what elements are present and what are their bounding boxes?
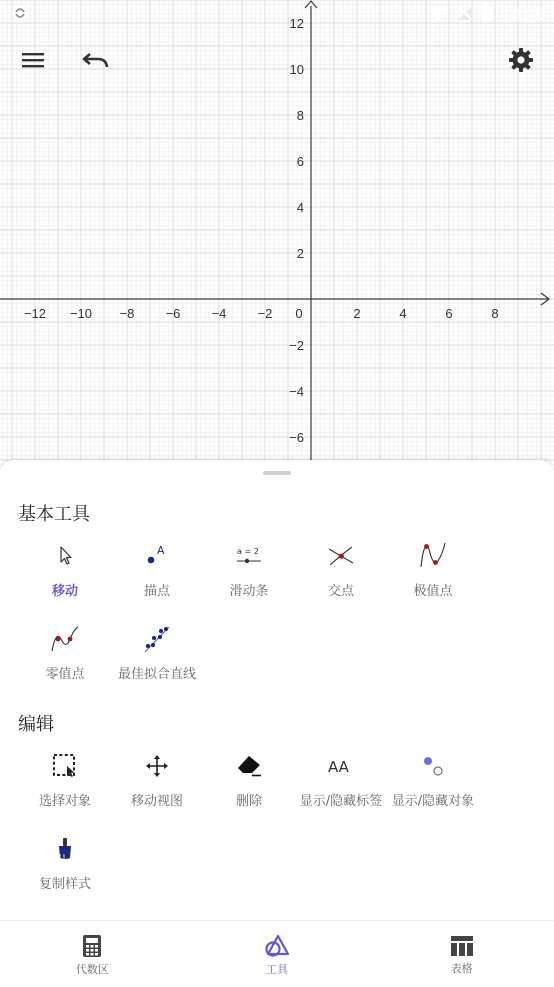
nav-label: 表格 (450, 961, 473, 975)
x-tick-label: −12 (23, 306, 47, 321)
tool-point[interactable] (111, 538, 203, 599)
tool-label: 滑动条 (229, 584, 269, 599)
section-title-basic: 基本工具 (18, 504, 90, 525)
tool-show-hide-label[interactable] (295, 748, 387, 809)
tool-label: 移动视图 (130, 794, 183, 809)
tool-label: 最佳拟合直线 (117, 667, 196, 682)
menu-button[interactable] (17, 44, 49, 76)
move-view-icon (139, 748, 175, 784)
show-hide-object-icon (415, 748, 451, 784)
battery-icon (481, 4, 493, 26)
bottom-navigation (0, 920, 554, 987)
tool-move[interactable] (19, 538, 111, 599)
tool-label: 极值点 (413, 584, 453, 599)
y-tick-label: 4 (296, 200, 304, 215)
y-tick-label: −4 (289, 384, 304, 399)
table-icon (450, 935, 474, 957)
select-icon (47, 748, 83, 784)
tool-show-hide-object[interactable] (387, 748, 479, 809)
label-icon (323, 748, 359, 784)
intersect-icon (323, 538, 359, 574)
tool-label: 选择对象 (38, 794, 91, 809)
x-tick-label: −8 (119, 306, 135, 321)
tool-extremum[interactable] (387, 538, 479, 599)
x-tick-label: 4 (399, 306, 407, 321)
y-tick-label: −2 (289, 338, 304, 353)
slider-icon (231, 538, 267, 574)
tool-intersect[interactable] (295, 538, 387, 599)
y-tick-label: 6 (296, 154, 304, 169)
tool-label: 零值点 (45, 667, 85, 682)
tool-fit-line[interactable] (111, 621, 203, 682)
x-tick-label: −4 (211, 306, 227, 321)
label-icon-text: AA (328, 758, 349, 776)
x-tick-label: −10 (69, 306, 93, 321)
x-tick-label: 2 (353, 306, 361, 321)
undo-icon (82, 49, 110, 71)
wifi-icon (429, 5, 449, 26)
x-tick-label: −2 (257, 306, 273, 321)
tool-select[interactable] (19, 748, 111, 809)
calculator-icon (82, 934, 102, 958)
drag-handle[interactable] (263, 471, 291, 475)
tools-icon (264, 934, 290, 958)
tools-panel (0, 460, 554, 920)
y-tick-label: 2 (296, 246, 304, 261)
tool-delete[interactable] (203, 748, 295, 809)
tool-label: 删除 (235, 794, 262, 809)
nav-label: 代数区 (75, 962, 109, 976)
x-tick-label: 6 (445, 306, 453, 321)
tool-copy-style[interactable] (19, 831, 111, 892)
tool-label: 复制样式 (38, 877, 91, 892)
no-signal-icon (457, 5, 473, 26)
y-tick-label: 10 (289, 62, 304, 77)
svg-text:A: A (157, 544, 165, 557)
slider-icon-text: a = 2 (237, 547, 259, 556)
status-time: 10:25 (501, 5, 544, 24)
x-tick-label: −6 (165, 306, 181, 321)
fit-line-icon (139, 621, 175, 657)
x-tick-label: 0 (295, 306, 303, 321)
x-tick-label: 8 (491, 306, 499, 321)
menu-icon (21, 50, 45, 70)
point-icon (139, 538, 175, 574)
tool-roots[interactable] (19, 621, 111, 682)
app-logo-icon (10, 3, 30, 27)
tool-label: 交点 (327, 584, 354, 599)
y-tick-label: −6 (289, 430, 304, 445)
copy-style-icon (47, 831, 83, 867)
undo-button[interactable] (80, 44, 112, 76)
status-bar (0, 0, 554, 30)
tool-label: 移动 (51, 584, 78, 599)
nav-tools[interactable] (185, 921, 370, 987)
extremum-icon (415, 538, 451, 574)
tool-move-view[interactable] (111, 748, 203, 809)
tool-label: 描点 (143, 584, 170, 599)
y-tick-label: 12 (289, 16, 304, 31)
y-tick-label: 8 (296, 108, 304, 123)
roots-icon (47, 621, 83, 657)
nav-table[interactable] (369, 921, 554, 987)
eraser-icon (231, 748, 267, 784)
tool-label: 显示/隐藏对象 (391, 794, 475, 809)
section-title-edit: 编辑 (18, 714, 54, 735)
move-cursor-icon (47, 538, 83, 574)
settings-button[interactable] (505, 44, 537, 76)
settings-icon (508, 47, 534, 73)
nav-algebra[interactable] (0, 921, 185, 987)
tool-label: 显示/隐藏标签 (299, 794, 383, 809)
tool-slider[interactable] (203, 538, 295, 599)
nav-label: 工具 (266, 962, 288, 976)
